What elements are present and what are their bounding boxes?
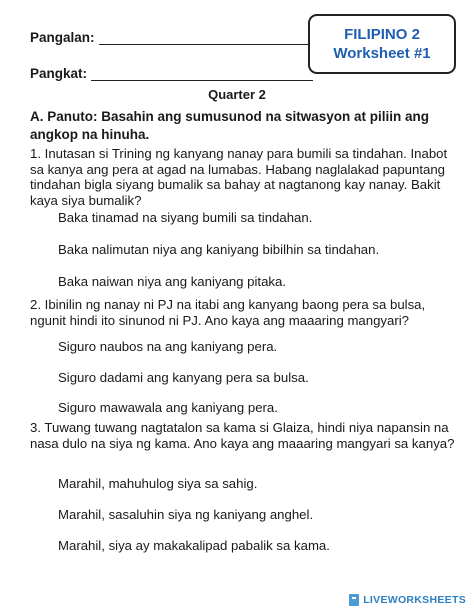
option-3c[interactable]: Marahil, siya ay makakalipad pabalik sa kama. [58, 538, 330, 553]
quarter-heading: Quarter 2 [208, 87, 266, 102]
liveworksheets-logo-icon [349, 594, 359, 606]
question-3: 3. Tuwang tuwang nagtatalon sa kama si Glaiza, hindi niya napansin na nasa dulo na siya ng kama. Ano kaya ang maaaring mangyari sa kanya? [30, 420, 455, 451]
option-2b[interactable]: Siguro dadami ang kanyang pera sa bulsa. [58, 370, 309, 385]
option-3a[interactable]: Marahil, mahuhulog siya sa sahig. [58, 476, 258, 491]
footer-branding [349, 594, 466, 606]
worksheet-number: Worksheet #1 [333, 45, 431, 62]
option-1b[interactable]: Baka nalimutan niya ang kaniyang bibilhin sa tindahan. [58, 242, 380, 257]
name-field [30, 30, 309, 45]
brand-name: LIVEWORKSHEETS [363, 594, 466, 606]
option-3b[interactable]: Marahil, sasaluhin siya ng kaniyang anghel. [58, 507, 314, 522]
worksheet-title-box [308, 14, 456, 74]
name-blank[interactable] [99, 31, 309, 45]
instructions: A. Panuto: Basahin ang sumusunod na sitwasyon at piliin ang angkop na hinuha. [30, 109, 430, 142]
option-2c[interactable]: Siguro mawawala ang kaniyang pera. [58, 400, 278, 415]
option-1c[interactable]: Baka naiwan niya ang kaniyang pitaka. [58, 274, 287, 289]
group-field [30, 66, 313, 81]
question-2: 2. Ibinilin ng nanay ni PJ na itabi ang kanyang baong pera sa bulsa, ngunit hindi ito sinunod ni PJ. Ano kaya ang maaaring mangyari? [30, 297, 426, 328]
group-label: Pangkat: [30, 66, 88, 81]
name-label: Pangalan: [30, 30, 95, 45]
question-1: 1. Inutasan si Trining ng kanyang nanay para bumili sa tindahan. Inabot sa kanya ang pera at agad na lumabas. Habang naglalakad papuntang tindahan bigla siyang bumalik sa bahay at nagtanong kay nanay. Bakit kaya siya bumalik? [30, 146, 448, 208]
option-1a[interactable]: Baka tinamad na siyang bumili sa tindahan. [58, 210, 313, 225]
subject-title: FILIPINO 2 [344, 26, 420, 43]
group-blank[interactable] [91, 67, 313, 81]
option-2a[interactable]: Siguro naubos na ang kaniyang pera. [58, 339, 278, 354]
